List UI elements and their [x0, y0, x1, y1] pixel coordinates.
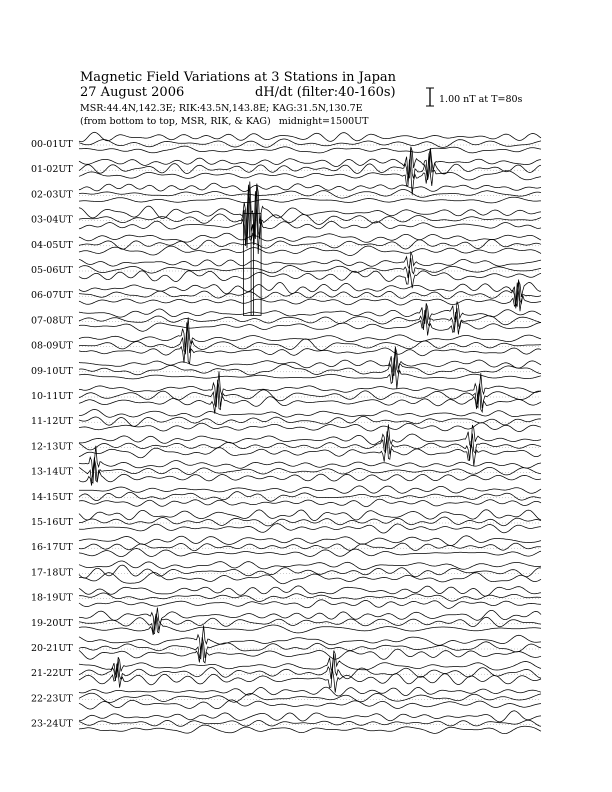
- row-05-06UT: [31, 252, 541, 288]
- row-12-13UT: [31, 424, 541, 465]
- trace-MSR: [79, 664, 541, 693]
- trace-rows: [31, 132, 541, 733]
- row-label: 12-13UT: [31, 441, 73, 453]
- trace-MSR: [79, 549, 541, 557]
- trace-MSR: [79, 524, 541, 533]
- row-11-12UT: [31, 409, 541, 431]
- row-label: 11-12UT: [31, 416, 73, 428]
- row-label: 06-07UT: [31, 290, 73, 302]
- trace-RIK: [79, 593, 541, 602]
- trace-KAG: [79, 252, 541, 269]
- row-label: 20-21UT: [31, 643, 73, 654]
- chart-title: Magnetic Field Variations at 3 Stations in Japan: [80, 70, 397, 85]
- trace-MSR: [79, 700, 541, 709]
- row-label: 22-23UT: [31, 693, 73, 705]
- trace-KAG: [79, 371, 541, 405]
- trace-MSR: [79, 423, 541, 432]
- row-label: 01-02UT: [31, 164, 73, 176]
- trace-RIK: [79, 416, 541, 426]
- row-label: 04-05UT: [31, 239, 73, 251]
- row-label: 15-16UT: [31, 517, 73, 528]
- trace-MSR: [79, 600, 541, 609]
- trace-MSR: [79, 197, 541, 203]
- trace-RIK: [79, 280, 541, 309]
- row-label: 00-01UT: [31, 139, 73, 150]
- trace-MSR: [79, 146, 541, 153]
- row-label: 23-24UT: [31, 718, 73, 730]
- row-label: 02-03UT: [31, 189, 73, 201]
- row-label: 16-17UT: [31, 542, 73, 554]
- row-00-01UT: [31, 132, 541, 153]
- trace-RIK: [79, 305, 541, 332]
- trace-RIK: [79, 543, 541, 551]
- row-22-23UT: [31, 687, 541, 709]
- trace-KAG: [79, 182, 541, 249]
- trace-KAG: [79, 132, 541, 141]
- quantity-label: dH/dt (filter:40-160s): [255, 85, 396, 100]
- trace-MSR: [79, 383, 541, 414]
- row-06-07UT: [31, 280, 541, 312]
- trace-MSR: [79, 640, 541, 663]
- trace-RIK: [79, 492, 541, 502]
- trace-KAG: [79, 651, 541, 678]
- row-20-21UT: [31, 625, 541, 662]
- row-label: 21-22UT: [31, 668, 73, 680]
- trace-KAG: [79, 486, 541, 493]
- row-label: 19-20UT: [31, 617, 73, 629]
- trace-KAG: [79, 586, 541, 596]
- row-14-15UT: [31, 486, 541, 507]
- trace-RIK: [79, 190, 541, 199]
- trace-KAG: [79, 561, 541, 570]
- row-label: 13-14UT: [31, 466, 73, 478]
- trace-RIK: [79, 258, 541, 278]
- row-label: 05-06UT: [31, 265, 73, 276]
- row-23-24UT: [31, 711, 541, 734]
- row-09-10UT: [31, 347, 541, 389]
- row-18-19UT: [31, 586, 541, 609]
- trace-RIK: [79, 148, 541, 184]
- row-17-18UT: [31, 561, 541, 584]
- row-04-05UT: [31, 233, 541, 255]
- trace-KAG: [79, 409, 541, 417]
- row-label: 09-10UT: [31, 365, 73, 377]
- station-order-label: (from bottom to top, MSR, RIK, & KAG): [80, 116, 271, 127]
- trace-RIK: [79, 380, 541, 409]
- trace-MSR: [79, 246, 541, 256]
- row-08-09UT: [31, 317, 541, 363]
- trace-MSR: [79, 499, 541, 507]
- stations-label: MSR:44.4N,142.3E; RIK:43.5N,143.8E; KAG:31.5N,130.7E: [80, 103, 363, 114]
- trace-RIK: [79, 637, 541, 659]
- row-21-22UT: [31, 651, 541, 693]
- row-07-08UT: [31, 302, 541, 336]
- row-16-17UT: [31, 536, 541, 557]
- row-label: 18-19UT: [31, 592, 73, 604]
- trace-KAG: [79, 510, 541, 521]
- trace-KAG: [79, 608, 541, 631]
- row-label: 17-18UT: [31, 567, 73, 579]
- trace-KAG: [79, 536, 541, 546]
- trace-RIK: [79, 458, 541, 483]
- trace-MSR: [79, 573, 541, 584]
- trace-KAG: [79, 711, 541, 722]
- row-15-16UT: [31, 510, 541, 533]
- scale-bar: [426, 88, 434, 106]
- row-02-03UT: [31, 183, 541, 203]
- date-label: 27 August 2006: [80, 85, 185, 100]
- trace-KAG: [79, 281, 541, 307]
- trace-RIK: [79, 654, 541, 681]
- row-label: 03-04UT: [31, 214, 73, 226]
- row-19-20UT: [31, 608, 541, 636]
- trace-KAG: [79, 183, 541, 191]
- row-label: 10-11UT: [31, 391, 73, 402]
- row-label: 08-09UT: [31, 340, 73, 352]
- trace-RIK: [79, 720, 541, 726]
- row-01-02UT: [31, 147, 541, 195]
- trace-KAG: [79, 233, 541, 242]
- trace-RIK: [79, 693, 541, 702]
- scale-bar-label: 1.00 nT at T=80s: [439, 94, 523, 105]
- row-label: 14-15UT: [31, 491, 73, 503]
- row-label: 07-08UT: [31, 315, 73, 327]
- midnight-label: midnight=1500UT: [278, 116, 369, 127]
- trace-RIK: [79, 139, 541, 147]
- trace-MSR: [79, 725, 541, 734]
